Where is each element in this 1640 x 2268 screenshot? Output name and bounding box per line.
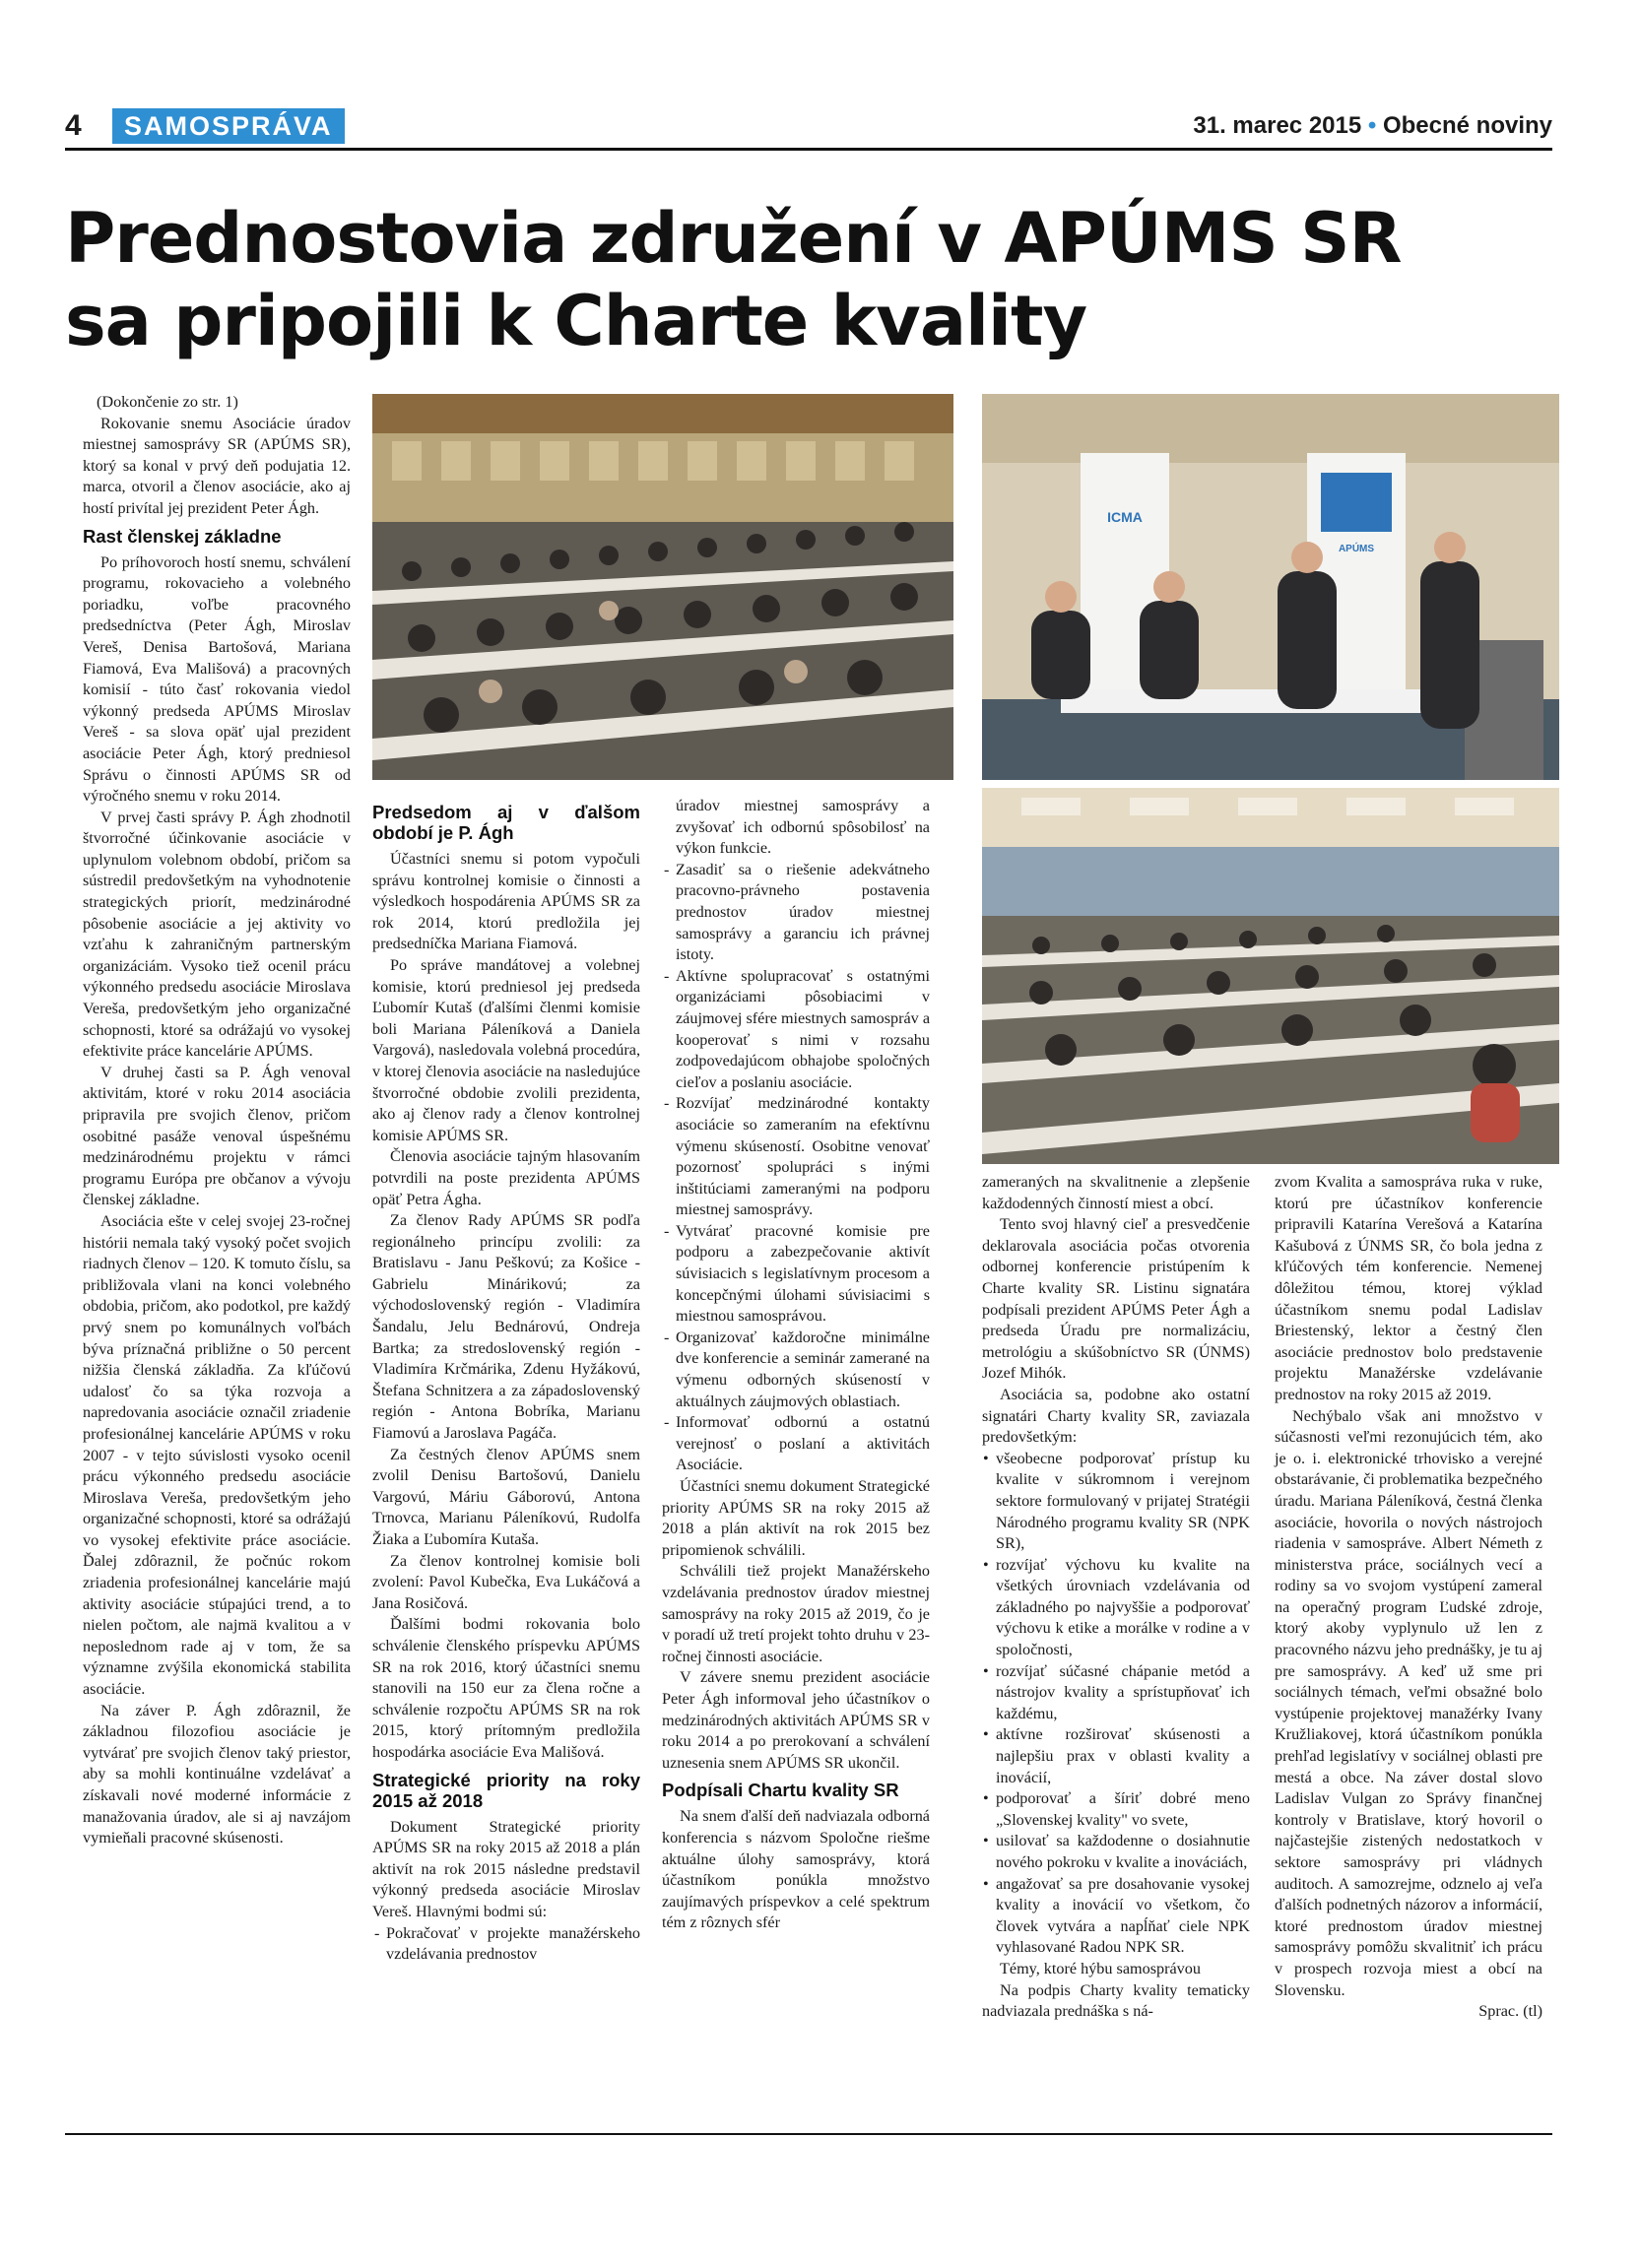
list-item: - Aktívne spolupracovať s ostatnými organizáciami pôsobiacimi v záujmovej sfére miestnych samospráv a kooperovať s nimi v rozsahu zodpovedajúcom obhajobe spoločných cieľov a poslaniu asociácie. <box>662 966 930 1094</box>
paragraph: Účastníci snemu si potom vypočuli správu kontrolnej komisie o činnosti a výsledkoch hospodárenia APÚMS SR za rok 2014, ktorú predložila jej predsedníčka Mariana Fiamová. <box>372 850 640 953</box>
section-tag: SAMOSPRÁVA <box>112 108 345 144</box>
header-rule <box>65 148 1552 151</box>
paragraph: Po správe mandátovej a volebnej komisie, ktorú predniesol jej predseda Ľubomír Kutaš (ďalšími členmi komisie boli Mariana Páleníková a Daniela Vargová), nasledovala volebná procedúra, v ktorej členovia asociácie na nasledujúce štvorročné obdobie zvolili prezidenta, ako aj členov rady a členov kontrolnej komisie APÚMS SR. <box>372 955 640 1144</box>
issue-date: 31. marec 2015 <box>1193 112 1362 139</box>
subheading: Predsedom aj v ďalšom období je P. Ágh <box>372 802 640 843</box>
list-item: - Zasadiť sa o riešenie adekvátneho pracovno-právneho postavenia prednostov úradov miestnej samosprávy a garanciu ich právnej istoty. <box>662 860 930 966</box>
photo-speakers-podium <box>982 394 1559 780</box>
list-item: • rozvíjať súčasné chápanie metód a nástrojov kvality a sprístupňovať ich každému, <box>982 1661 1250 1725</box>
publication-name: Obecné noviny <box>1382 112 1552 139</box>
list-item: - Organizovať každoročne minimálne dve konferencie a seminár zamerané na výmenu odborných skúseností v aktuálnych záujmových oblastiach. <box>662 1328 930 1412</box>
list-item: - Vytvárať pracovné komisie pre podporu a zabezpečovanie aktivít súvisiacich s legislatívnym procesom a koncepčnými úlohami súvisiacimi s miestnou samosprávou. <box>662 1221 930 1328</box>
article-column-1 <box>83 392 351 1849</box>
paragraph: Za členov Rady APÚMS SR podľa regionálneho princípu zvolili: za Bratislavu - Janu Peškovú; za Košice - Gabrielu Minárikovú; za východoslovenský región - Vladimíra Šandalu, Jelu Bednárovú, Ondreja Bartka; za stredoslovenský región - Vladimíra Krčmárika, Zdenu Hyžákovú, Štefana Schnitzera a za západoslovenský región - Antona Bobríka, Marianu Fiamovú a Jaroslava Pagáča. <box>372 1211 640 1443</box>
list-item: • usilovať sa každodenne o dosiahnutie nového pokroku v kvalite a inováciách, <box>982 1831 1250 1873</box>
paragraph: Dokument Strategické priority APÚMS SR na roky 2015 až 2018 a plán aktivít na rok 2015 následne predstavil výkonný predseda asociácie Miroslav Vereš. Hlavnými bodmi sú: <box>372 1817 640 1920</box>
paragraph: Ďalšími bodmi rokovania bolo schválenie členského príspevku APÚMS SR na rok 2016, ktorý účastníci snemu stanovili na 150 eur za člena ročne a schválenie rozpočtu APÚMS SR na rok 2015, ktorý prítomným predložila hospodárka asociácie Eva Mališová. <box>372 1615 640 1761</box>
paragraph: V závere snemu prezident asociácie Peter Ágh informoval jeho účastníkov o medzinárodných aktivitách APÚMS SR v roku 2014 a po prerokovaní a schválení uznesenia snem APÚMS SR ukončil. <box>662 1668 930 1772</box>
subheading: Strategické priority na roky 2015 až 2018 <box>372 1769 640 1811</box>
paragraph: Asociácia sa, podobne ako ostatní signatári Charty kvality SR, zaviazala predovšetkým: <box>982 1385 1250 1447</box>
paragraph: zameraných na skvalitnenie a zlepšenie každodenných činností miest a obcí. <box>982 1173 1250 1212</box>
page-number: 4 <box>65 109 82 142</box>
paragraph: Za čestných členov APÚMS snem zvolil Denisu Bartošovú, Danielu Vargovú, Máriu Gáborovú, Antona Trnovca, Marianu Páleníkovú, Rudolfa Žiaka a Ľubomíra Kutaša. <box>372 1445 640 1548</box>
paragraph: Rokovanie snemu Asociácie úradov miestnej samosprávy SR (APÚMS SR), ktorý sa konal v prvý deň podujatia 12. marca, otvoril a členov asociácie, ako aj hostí privítal jej prezident Peter Ágh. <box>83 414 351 517</box>
paragraph: Asociácia ešte v celej svojej 23-ročnej histórii nemala taký vysoký počet svojich riadnych členov – 120. K tomuto číslu, sa približovala vlani na konci volebného obdobia, pričom, ako podotkol, pre každý prvý snem po komunálnych voľbách býva príznačná približne o 50 percent nižšia členská základňa. Za kľúčovú udalosť čo sa týka rozvoja a napredovania asociácie označil zriadenie profesionálnej kancelárie APÚMS v roku 2007 - v tejto súvislosti vysoko ocenil prácu výkonného predsedu asociácie Miroslava Vereša, predovšetkým jeho organizačné schopnosti, ktoré sa odrážajú vo vysokej efektivite práce asociácie. Ďalej zdôraznil, že počnúc rokom zriadenia profesionálnej kancelárie majú aktivity asociácie stúpajúci trend, a to nielen počtom, ale najmä kvalitou a v neposlednom rade aj v tom, že sa významne zvýšila ekonomická stabilita asociácie. <box>83 1211 351 1699</box>
article-column-2 <box>372 796 640 1966</box>
paragraph: Témy, ktoré hýbu samosprávou <box>1000 1959 1201 1977</box>
list-item: - Pokračovať v projekte manažérskeho vzdelávania prednostov <box>372 1923 640 1966</box>
issue-line <box>1193 106 1552 146</box>
footer-rule <box>65 2133 1552 2135</box>
paragraph: Na podpis Charty kvality tematicky nadviazala prednáška s ná- <box>982 1980 1250 2021</box>
paragraph: Účastníci snemu dokument Strategické priority APÚMS SR na roky 2015 až 2018 a plán aktivít na rok 2015 bez pripomienok schválili. <box>662 1477 930 1559</box>
list-item: • všeobecne podporovať prístup ku kvalite v súkromnom i verejnom sektore formulovaný v prijatej Stratégii Národného programu kvality SR (NPK SR), <box>982 1449 1250 1555</box>
banner-icma-text: ICMA <box>1107 509 1143 525</box>
paragraph: úradov miestnej samosprávy a zvyšovať ich odbornú spôsobilosť na výkon funkcie. <box>676 797 930 858</box>
paragraph: Tento svoj hlavný cieľ a presvedčenie deklarovala asociácia počas otvorenia odbornej konferencie pristúpením k Charte kvality SR. Listinu signatára podpísali prezident APÚMS Peter Ágh a predseda Úradu pre normalizáciu, metrológiu a skúšobníctvo SR (ÚNMS) Jozef Mihók. <box>982 1215 1250 1383</box>
photo-conference-hall <box>982 788 1559 1164</box>
page-header <box>65 106 1552 146</box>
list-item: - Rozvíjať medzinárodné kontakty asociácie so zameraním na efektívnu výmenu skúseností. Osobitne venovať pozornosť spolupráci s inými inštitúciami zameranými na podporu miestnej samosprávy. <box>662 1093 930 1221</box>
photo-conference-audience <box>372 394 953 780</box>
paragraph: Členovia asociácie tajným hlasovaním potvrdili na poste prezidenta APÚMS opäť Petra Ágha. <box>372 1147 640 1208</box>
headline-line-1: Prednostovia združení v APÚMS SR <box>65 198 1402 279</box>
subheading: Rast členskej základne <box>83 525 282 547</box>
paragraph: Za členov kontrolnej komisie boli zvolení: Pavol Kubečka, Eva Lukáčová a Jana Rosičová. <box>372 1551 640 1612</box>
article-column-5 <box>1275 1172 1542 2023</box>
list-item: • angažovať sa pre dosahovanie vysokej kvality a inovácií vo všetkom, čo človek vytvára a napĺňať ciele NPK vyhlasované Radou NPK SR. <box>982 1874 1250 1959</box>
paragraph: Na snem ďalší deň nadviazala odborná konferencia s názvom Spoločne riešme aktuálne úlohy samosprávy, ktorá účastníkom ponúkla množstvo zaujímavých príspevkov a celé spektrum tém z rôznych sfér <box>662 1807 930 1932</box>
paragraph: Nechýbalo však ani množstvo v súčasnosti veľmi rezonujúcich tém, ako je o. i. elektronické trhovisko a verejné obstarávanie, či problematika bezpečného úradu. Mariana Páleníková, čestná členka asociácie, hovorila o nových nástrojoch riadenia v samospráve. Albert Németh z ministerstva práce, sociálnych vecí a rodiny sa vo svojom vystúpení zameral na operačný program Ľudské zdroje, ktorý akoby vyplynulo už len z pracovného názvu jeho prednášky, je tu aj pre samosprávy. A keď už sme pri sociálnych témach, veľmi obsažné bolo vystúpenie projektovej manažérky Ivany Kružliakovej, ktorá účastníkom ponúkla prehľad legislatívy v sociálnej oblasti pre mestá a obce. Na záver dostal slovo Ladislav Vulgan zo Správy finančnej kontroly v Bratislave, ktorý hovoril o najčastejšie zistených nedostatkoch v sektore samosprávy pri vládnych auditoch. A samozrejme, odznelo aj veľa ďalších podnetných názorov a informácií, ktoré prednostom úradov miestnej samosprávy pomôžu skvalitniť ich prácu v prospech rozvoja miest a obcí na Slovensku. <box>1275 1406 1542 1999</box>
list-item: • podporovať a šíriť dobré meno „Slovenskej kvality" vo svete, <box>982 1788 1250 1831</box>
paragraph: V prvej časti správy P. Ágh zhodnotil štvorročné účinkovanie asociácie v uplynulom volebnom období, pričom sa sústredil predovšetkým na vyhodnotenie strategických priorít, medzinárodné pôsobenie asociácie a jej aktivity vo vzťahu k zahraničným partnerským organizáciám. Vysoko tiež ocenil prácu výkonného predsedu asociácie Miroslava Vereša, predovšetkým jeho organizačné schopnosti, ktoré sa odrážajú vo vysokej efektivite práce kancelárie APÚMS. <box>83 808 351 1061</box>
headline-line-2: sa pripojili k Charte kvality <box>65 281 1087 361</box>
subheading: Podpísali Chartu kvality SR <box>662 1780 899 1801</box>
article-column-4 <box>982 1172 1250 2023</box>
paragraph: Schválili tiež projekt Manažérskeho vzdelávania prednostov úradov miestnej samosprávy na roky 2015 až 2019, čo je v poradí už tretí projekt tohto druhu v 23-ročnej činnosti asociácie. <box>662 1562 930 1665</box>
list-item: • rozvíjať výchovu ku kvalite na všetkých úrovniach vzdelávania od základného po najvyššie a podporovať výchovu k etike a morálke v rodine a v spoločnosti, <box>982 1555 1250 1661</box>
paragraph: Na záver P. Ágh zdôraznil, že základnou filozofiou asociácie je vytvárať pre svojich členov taký priestor, aby sa mohli kontinuálne vzdelávať a získavali nové moderné informácie z manažovania úradov, ale si aj navzájom vymieňali pracovné skúsenosti. <box>83 1701 351 1847</box>
article-headline <box>65 197 1542 362</box>
article-column-3 <box>662 796 930 1934</box>
continuation-note: (Dokončenie zo str. 1) <box>97 393 238 411</box>
paragraph: zvom Kvalita a samospráva ruka v ruke, ktorú pre účastníkov konferencie pripravili Katarína Verešová a Katarína Kašubová z ÚNMS SR, čo bola jedna z kľúčových tém konferencie. Nemenej dôležitou témou, ktorej výklad účastníkom snemu podal Ladislav Briestenský, lektor a čestný člen asociácie prednostov bolo predstavenie projektu Manažérske vzdelávanie prednostov na roky 2015 až 2019. <box>1275 1173 1542 1403</box>
issue-separator: • <box>1367 112 1377 139</box>
paragraph: V druhej časti sa P. Ágh venoval aktivitám, ktoré v roku 2014 asociácia pripravila pre svojich členov, pričom osobitné pasáže venoval úspešnému medzinárodnému projektu v rámci programu Európa pre občanov a vývoju členskej základne. <box>83 1063 351 1209</box>
paragraph: Po príhovoroch hostí snemu, schválení programu, rokovacieho a volebného poriadku, voľbe pracovného predsedníctva (Peter Ágh, Miroslav Vereš, Denisa Bartošová, Mariana Fiamová, Eva Mališová) a pracovných komisií - túto časť rokovania viedol výkonný predseda APÚMS Miroslav Vereš - sa slova opäť ujal prezident asociácie Peter Ágh, ktorý predniesol Správu o činnosti APÚMS SR od výročného snemu v roku 2014. <box>83 552 351 806</box>
list-item: • aktívne rozširovať skúsenosti a najlepšiu prax v oblasti kvality a inovácií, <box>982 1724 1250 1788</box>
list-item: - Informovať odbornú a ostatnú verejnosť o poslaní a aktivitách Asociácie. <box>662 1412 930 1476</box>
banner-apums-text: APÚMS <box>1338 544 1375 554</box>
author-signature: Sprac. (tl) <box>1478 2002 1542 2021</box>
